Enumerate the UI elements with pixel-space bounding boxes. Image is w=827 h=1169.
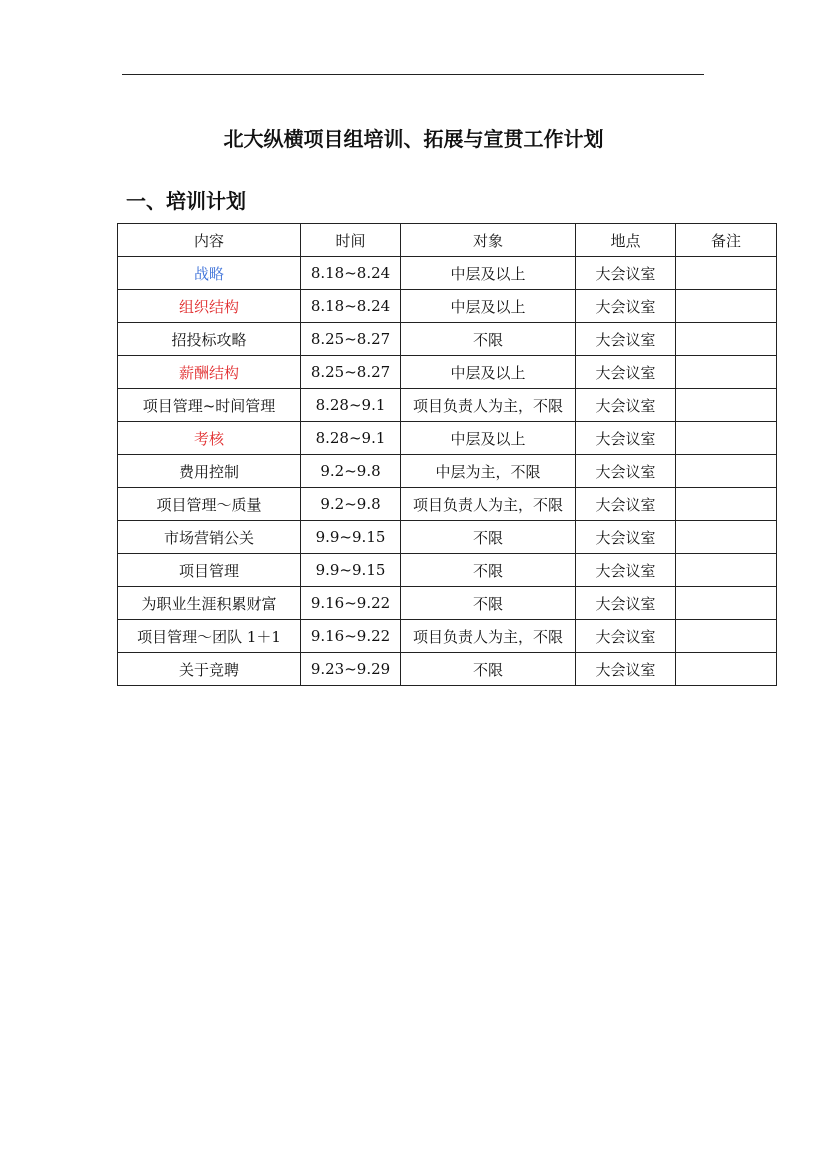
cell-content: 薪酬结构 <box>118 356 301 389</box>
cell-audience: 中层及以上 <box>401 257 576 290</box>
cell-location: 大会议室 <box>576 323 676 356</box>
cell-note <box>676 587 777 620</box>
cell-audience: 中层及以上 <box>401 356 576 389</box>
table-row <box>118 455 777 488</box>
header-content: 内容 <box>118 224 301 257</box>
cell-location: 大会议室 <box>576 620 676 653</box>
header-location: 地点 <box>576 224 676 257</box>
cell-location: 大会议室 <box>576 290 676 323</box>
cell-audience: 项目负责人为主，不限 <box>401 389 576 422</box>
table-body <box>118 257 777 686</box>
table-row <box>118 356 777 389</box>
cell-time: 8.18~8.24 <box>301 290 401 323</box>
cell-content: 项目管理 <box>118 554 301 587</box>
table-row <box>118 587 777 620</box>
section-heading: 一、培训计划 <box>126 189 246 213</box>
cell-note <box>676 290 777 323</box>
cell-location: 大会议室 <box>576 554 676 587</box>
cell-audience: 不限 <box>401 653 576 686</box>
cell-audience: 项目负责人为主，不限 <box>401 488 576 521</box>
cell-time: 9.9~9.15 <box>301 521 401 554</box>
cell-content: 招投标攻略 <box>118 323 301 356</box>
cell-location: 大会议室 <box>576 653 676 686</box>
cell-audience: 不限 <box>401 587 576 620</box>
cell-time: 8.28~9.1 <box>301 389 401 422</box>
cell-time: 9.16~9.22 <box>301 620 401 653</box>
cell-audience: 不限 <box>401 323 576 356</box>
cell-location: 大会议室 <box>576 389 676 422</box>
cell-time: 9.16~9.22 <box>301 587 401 620</box>
cell-audience: 中层及以上 <box>401 290 576 323</box>
table-row <box>118 521 777 554</box>
header-rule <box>122 74 704 75</box>
cell-time: 9.2~9.8 <box>301 455 401 488</box>
cell-time: 9.2~9.8 <box>301 488 401 521</box>
cell-audience: 项目负责人为主，不限 <box>401 620 576 653</box>
header-audience: 对象 <box>401 224 576 257</box>
cell-content: 费用控制 <box>118 455 301 488</box>
table-row <box>118 653 777 686</box>
table-row <box>118 389 777 422</box>
cell-location: 大会议室 <box>576 521 676 554</box>
cell-time: 8.18~8.24 <box>301 257 401 290</box>
header-note: 备注 <box>676 224 777 257</box>
cell-audience: 中层及以上 <box>401 422 576 455</box>
table-row <box>118 422 777 455</box>
cell-location: 大会议室 <box>576 455 676 488</box>
header-time: 时间 <box>301 224 401 257</box>
cell-note <box>676 554 777 587</box>
cell-note <box>676 356 777 389</box>
cell-content: 项目管理～团队 1＋1 <box>118 620 301 653</box>
table-row <box>118 323 777 356</box>
cell-audience: 中层为主，不限 <box>401 455 576 488</box>
cell-content: 为职业生涯积累财富 <box>118 587 301 620</box>
table-row <box>118 554 777 587</box>
cell-content: 关于竞聘 <box>118 653 301 686</box>
cell-content: 项目管理~时间管理 <box>118 389 301 422</box>
table-row <box>118 620 777 653</box>
table-row <box>118 488 777 521</box>
cell-audience: 不限 <box>401 554 576 587</box>
cell-location: 大会议室 <box>576 257 676 290</box>
cell-time: 9.23~9.29 <box>301 653 401 686</box>
cell-content: 组织结构 <box>118 290 301 323</box>
cell-content: 市场营销公关 <box>118 521 301 554</box>
cell-note <box>676 323 777 356</box>
cell-location: 大会议室 <box>576 422 676 455</box>
cell-location: 大会议室 <box>576 587 676 620</box>
cell-content: 考核 <box>118 422 301 455</box>
cell-time: 9.9~9.15 <box>301 554 401 587</box>
table-header-row <box>118 224 777 257</box>
cell-time: 8.25~8.27 <box>301 356 401 389</box>
cell-note <box>676 455 777 488</box>
cell-note <box>676 257 777 290</box>
cell-audience: 不限 <box>401 521 576 554</box>
cell-note <box>676 521 777 554</box>
cell-content: 战略 <box>118 257 301 290</box>
table-row <box>118 290 777 323</box>
table-row <box>118 257 777 290</box>
training-plan-table <box>117 223 777 686</box>
cell-time: 8.25~8.27 <box>301 323 401 356</box>
cell-time: 8.28~9.1 <box>301 422 401 455</box>
cell-note <box>676 389 777 422</box>
cell-note <box>676 422 777 455</box>
cell-location: 大会议室 <box>576 488 676 521</box>
cell-note <box>676 620 777 653</box>
cell-content: 项目管理～质量 <box>118 488 301 521</box>
cell-location: 大会议室 <box>576 356 676 389</box>
cell-note <box>676 488 777 521</box>
cell-note <box>676 653 777 686</box>
document-title: 北大纵横项目组培训、拓展与宣贯工作计划 <box>223 127 604 151</box>
